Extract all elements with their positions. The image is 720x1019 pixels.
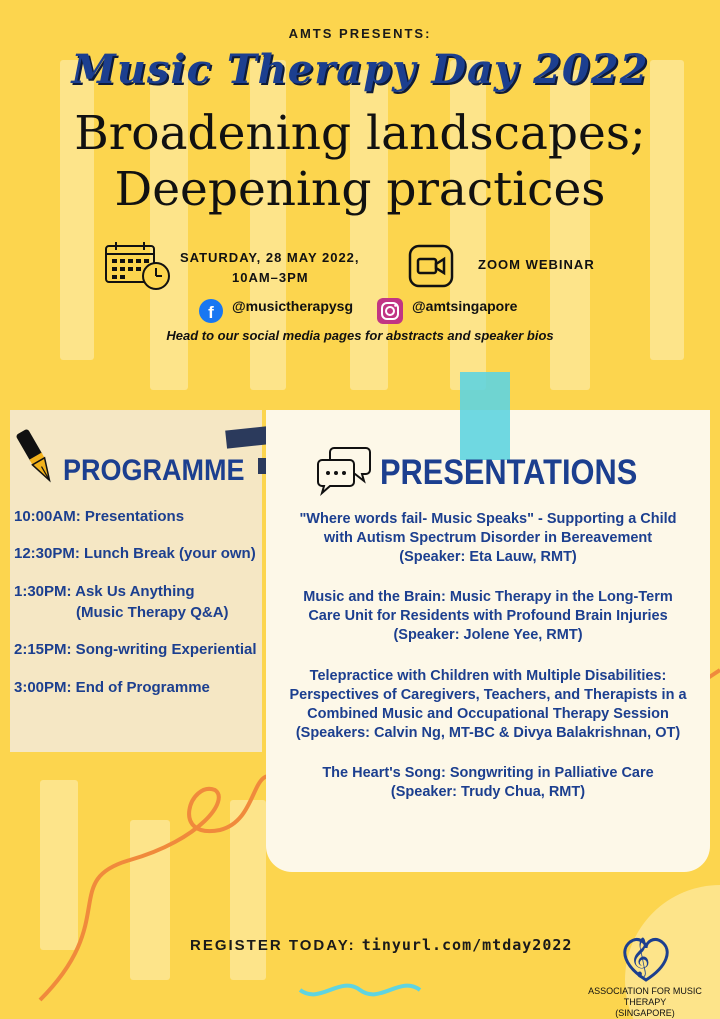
- presentations-title: PRESENTATIONS: [380, 453, 638, 492]
- presents-label: AMTS PRESENTS:: [288, 26, 432, 41]
- facebook-icon: [198, 298, 224, 324]
- register-line: [190, 936, 572, 954]
- programme-item: 1:30PM: Ask Us Anything: [14, 583, 195, 600]
- event-date: [180, 248, 360, 288]
- theme-title: [0, 106, 720, 218]
- date-line-2: 10AM–3PM: [232, 270, 309, 285]
- register-label: REGISTER TODAY:: [190, 937, 356, 954]
- presentation-line: with Autism Spectrum Disorder in Bereavement: [323, 530, 653, 546]
- presentation-speaker: (Speakers: Calvin Ng, MT-BC & Divya Balakrishnan, OT): [295, 725, 681, 741]
- presentation-line: Care Unit for Residents with Profound Brain Injuries: [308, 608, 668, 624]
- register-url[interactable]: tinyurl.com/mtday2022: [361, 936, 573, 954]
- presentation-line: The Heart's Song: Songwriting in Palliative Care: [322, 765, 654, 781]
- venue-label: ZOOM WEBINAR: [478, 257, 595, 272]
- speech-bubbles-icon: [316, 444, 372, 496]
- presentation-line: Perspectives of Caregivers, Teachers, and Therapists in a: [289, 687, 687, 703]
- association-line-1: ASSOCIATION FOR MUSIC THERAPY: [588, 986, 702, 1007]
- presentation-item: [276, 667, 700, 743]
- instagram-handle[interactable]: @amtsingapore: [412, 298, 518, 314]
- presentation-item: [276, 588, 700, 645]
- presentation-line: Music and the Brain: Music Therapy in the Long-Term: [303, 589, 673, 605]
- presentation-line: "Where words fail- Music Speaks" - Supporting a Child: [299, 511, 677, 527]
- theme-line-1: Broadening landscapes;: [74, 106, 646, 161]
- treble-clef-heart-logo: [616, 928, 676, 984]
- facebook-handle[interactable]: @musictherapysg: [232, 298, 354, 314]
- video-camera-icon: [408, 244, 454, 288]
- presentation-speaker: (Speaker: Jolene Yee, RMT): [393, 627, 583, 643]
- date-line-1: SATURDAY, 28 MAY 2022,: [180, 250, 360, 265]
- presentation-line: Combined Music and Occupational Therapy Session: [307, 706, 669, 722]
- presentation-speaker: (Speaker: Eta Lauw, RMT): [399, 549, 577, 565]
- presentation-speaker: (Speaker: Trudy Chua, RMT): [390, 784, 586, 800]
- theme-line-2: Deepening practices: [114, 162, 606, 217]
- svg-text:f: f: [208, 303, 214, 322]
- programme-title: PROGRAMME: [63, 454, 245, 487]
- event-title: Music Therapy Day 2022: [71, 46, 649, 93]
- social-note: Head to our social media pages for abstracts and speaker bios: [166, 328, 554, 343]
- association-line-2: (SINGAPORE): [615, 1008, 675, 1018]
- programme-item: 2:15PM: Song-writing Experiential: [14, 641, 257, 658]
- presentation-item: [276, 764, 700, 802]
- instagram-icon: [376, 297, 404, 325]
- association-name: [570, 986, 720, 1019]
- programme-item: 10:00AM: Presentations: [14, 508, 185, 525]
- svg-text:𝄞: 𝄞: [630, 937, 651, 977]
- programme-item-sub: (Music Therapy Q&A): [76, 604, 229, 621]
- programme-item: 12:30PM: Lunch Break (your own): [14, 545, 256, 562]
- presentation-item: [276, 510, 700, 567]
- presentation-line: Telepractice with Children with Multiple Disabilities:: [309, 668, 667, 684]
- programme-item: 3:00PM: End of Programme: [14, 679, 210, 696]
- fountain-pen-icon: [16, 426, 56, 488]
- calendar-clock-icon: [104, 240, 172, 292]
